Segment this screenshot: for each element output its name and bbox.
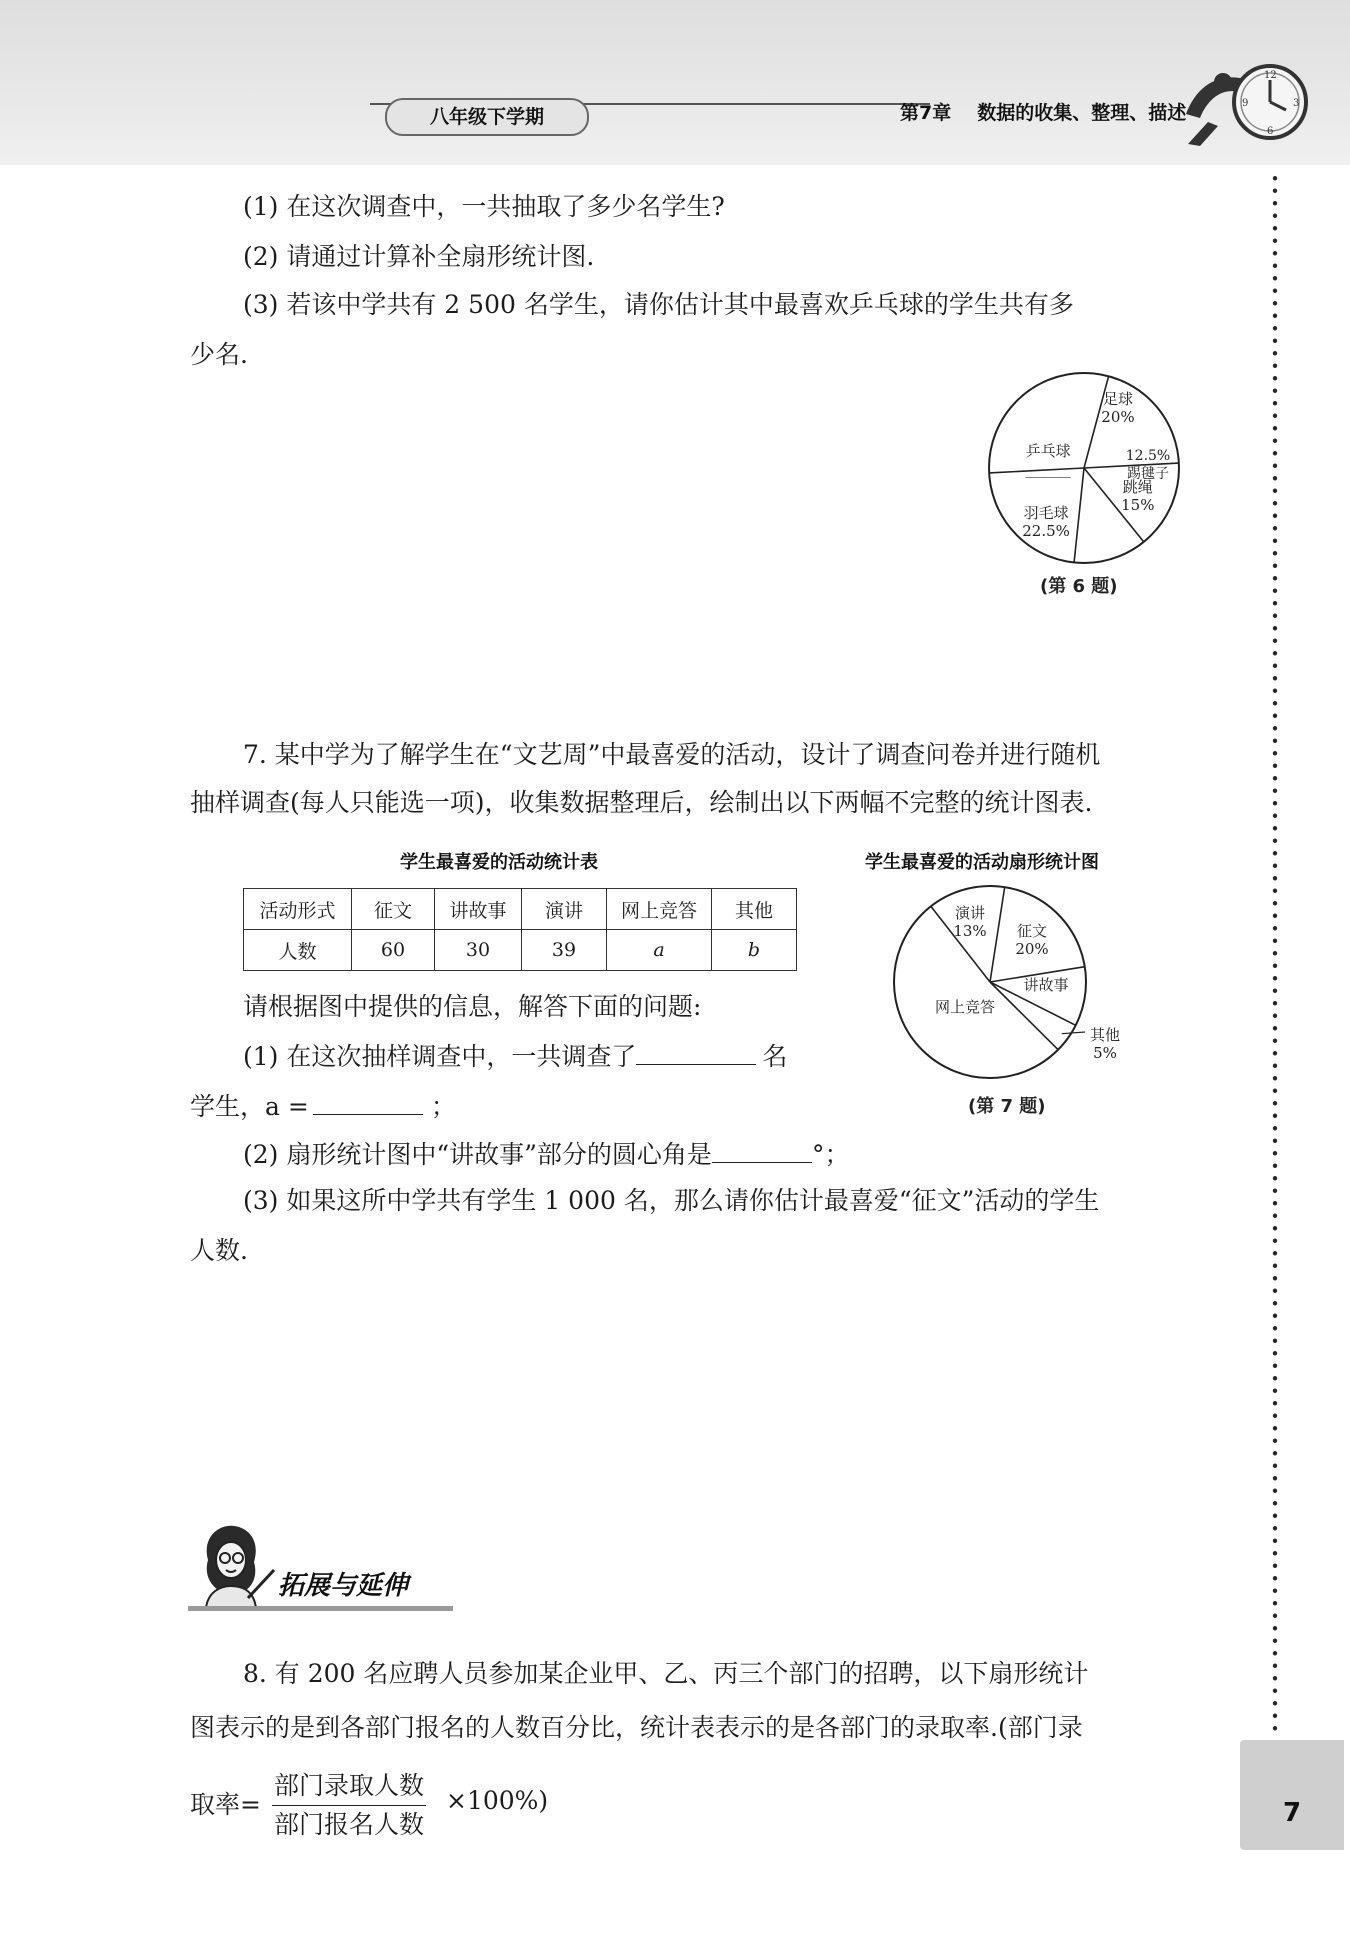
fraction-denominator: 部门报名人数: [274, 1810, 425, 1839]
table-header-cell: 演讲: [522, 889, 607, 930]
q6-part2: (2) 请通过计算补全扇形统计图.: [243, 242, 595, 271]
table-cell: 30: [435, 930, 522, 971]
pie-slice-label: 跳绳: [1122, 477, 1153, 496]
q8-line1: 8. 有 200 名应聘人员参加某企业甲、乙、丙三个部门的招聘，以下扇形统计: [243, 1659, 1089, 1688]
page-number: 7: [1240, 1740, 1344, 1850]
q7-part2-text: (2) 扇形统计图中“讲故事”部分的圆心角是: [243, 1140, 712, 1169]
table-row: [244, 930, 797, 971]
clock-runner-icon: [1178, 52, 1318, 152]
pie-slice-label: 征文: [1016, 922, 1048, 940]
q6-part3-line1: (3) 若该中学共有 2 500 名学生，请你估计其中最喜欢乒乓球的学生共有多: [243, 290, 1074, 319]
pie-slice-boundary: [1074, 468, 1084, 562]
table-cell: a: [607, 930, 712, 971]
answer-blank[interactable]: [712, 1136, 812, 1163]
pie-slice-value: 20%: [1101, 408, 1135, 426]
pie-slice-label: 其他: [1089, 1026, 1121, 1044]
q7-ask: 请根据图中提供的信息，解答下面的问题:: [243, 992, 702, 1021]
section-title: 拓展与延伸: [278, 1571, 409, 1601]
pie-slice-label: 乒乓球: [1025, 442, 1071, 460]
q7-part1-a-text: 学生，a =: [190, 1092, 309, 1121]
q7-part3-line2: 人数.: [190, 1236, 248, 1265]
page-header: [0, 0, 1350, 165]
q7-part2: [243, 1136, 849, 1172]
q7-part1-unit: 名: [762, 1042, 788, 1071]
svg-text:6: 6: [1267, 126, 1274, 137]
chapter-number: 第7章: [900, 102, 952, 124]
pie-slice-value: 13%: [953, 922, 987, 940]
pie-leader-line: [1062, 1032, 1085, 1034]
pie-slice-label: 踢毽子: [1127, 466, 1169, 482]
q8-line2: 图表示的是到各部门报名的人数百分比，统计表表示的是各部门的录取率.(部门录: [190, 1713, 1083, 1742]
q6-pie-chart: [978, 368, 1198, 568]
q7-stats-table: [243, 888, 797, 971]
q7-part1-line1: [243, 1038, 787, 1074]
q6-part3-line2: 少名.: [190, 340, 248, 369]
pie-slice-label: 足球: [1102, 390, 1133, 408]
svg-text:12: 12: [1264, 70, 1277, 81]
pie-slice-boundary: [990, 887, 1005, 982]
pie-slice-value: 5%: [1093, 1044, 1117, 1062]
q7-part3-line1: (3) 如果这所中学共有学生 1 000 名，那么请你估计最喜爱“征文”活动的学生: [243, 1186, 1100, 1215]
fraction-numerator: 部门录取人数: [272, 1770, 426, 1806]
table-cell: 39: [522, 930, 607, 971]
pie-slice-value: 12.5%: [1125, 448, 1171, 464]
pie-slice-value: 22.5%: [1022, 522, 1070, 540]
table-header-cell: 活动形式: [244, 889, 352, 930]
answer-blank[interactable]: [636, 1038, 756, 1065]
pie-slice-label: 演讲: [954, 904, 986, 922]
table-header-cell: 讲故事: [435, 889, 522, 930]
section-underline: [188, 1606, 453, 1611]
q7-pie-title: 学生最喜爱的活动扇形统计图: [865, 852, 1099, 873]
answer-blank[interactable]: [313, 1088, 423, 1115]
table-cell: 60: [352, 930, 435, 971]
q6-part1: (1) 在这次调查中，一共抽取了多少名学生?: [243, 192, 725, 221]
q7-part1-end: ；: [430, 1092, 456, 1121]
svg-text:3: 3: [1293, 98, 1300, 109]
q7-part2-end: °；: [811, 1140, 850, 1169]
grade-label: 八年级下学期: [385, 98, 589, 136]
pie-slice-label: 网上竞答: [934, 998, 996, 1016]
table-header-cell: 网上竞答: [607, 889, 712, 930]
table-cell: b: [712, 930, 797, 971]
svg-text:9: 9: [1242, 98, 1249, 109]
q7-part1-text: (1) 在这次抽样调查中，一共调查了: [243, 1042, 637, 1071]
teacher-icon: [188, 1520, 278, 1610]
table-cell: 人数: [244, 930, 352, 971]
pie-slice-value: 15%: [1121, 495, 1155, 514]
q7-pie-chart: [880, 878, 1121, 1096]
q7-intro-line1: 7. 某中学为了解学生在“文艺周”中最喜爱的活动，设计了调查问卷并进行随机: [243, 740, 1101, 769]
q7-part1-line2: [190, 1088, 456, 1124]
table-header-cell: 征文: [352, 889, 435, 930]
q8-formula-lead: 取率=: [190, 1790, 261, 1819]
q7-intro-line2: 抽样调查(每人只能选一项)，收集数据整理后，绘制出以下两幅不完整的统计图表.: [190, 788, 1093, 817]
table-header-cell: 其他: [712, 889, 797, 930]
pie-slice-value: 20%: [1015, 940, 1049, 958]
margin-dotted-line: [1272, 172, 1278, 1732]
q7-figure-caption: (第 7 题): [968, 1096, 1046, 1117]
table-row: [244, 889, 797, 930]
q7-table-title: 学生最喜爱的活动统计表: [400, 852, 598, 873]
chapter-name: 数据的收集、整理、描述: [977, 102, 1187, 124]
q8-formula-tail: ×100%): [446, 1786, 549, 1815]
q8-formula-fraction: [272, 1770, 426, 1841]
pie-slice-label: 羽毛球: [1023, 504, 1069, 522]
pie-slice-label: 讲故事: [1023, 976, 1069, 994]
q6-figure-caption: (第 6 题): [1040, 576, 1118, 597]
pie-slice-value: ______: [1025, 460, 1071, 478]
chapter-title: [900, 98, 1186, 128]
